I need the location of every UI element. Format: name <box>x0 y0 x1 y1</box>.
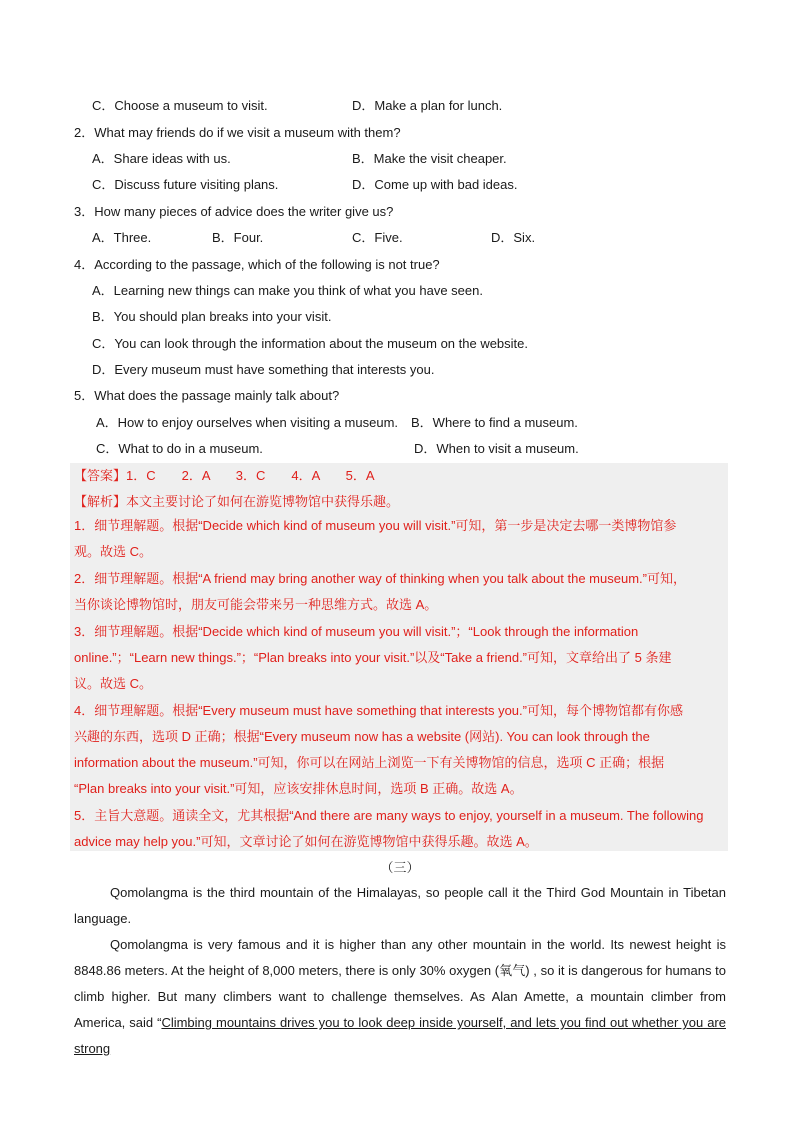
q4-option-b: B．You should plan breaks into your visit. <box>92 309 332 324</box>
explanation-3-line: 3．细节理解题。根据“Decide which kind of museum you will visit.”；“Look through the information <box>74 624 639 639</box>
q4-option-d: D．Every museum must have something that interests you. <box>92 362 435 377</box>
explanation-4-line: “Plan breaks into your visit.”可知，应该安排休息时间，选项 B 正确。故选 A。 <box>74 781 523 796</box>
explanation-3-line: 议。故选 C。 <box>74 676 153 691</box>
underlined-quote: Climbing mountains drives you to look deep inside yourself, and lets you find out whether you are strong <box>74 1015 726 1056</box>
q3-option-d: D．Six. <box>491 230 536 245</box>
q3-stem: 3．How many pieces of advice does the writer give us? <box>74 204 394 219</box>
q5-option-a: A．How to enjoy ourselves when visiting a museum. <box>96 415 399 430</box>
q5-option-b: B．Where to find a museum. <box>411 415 578 430</box>
passage-paragraph-2 <box>74 932 726 1062</box>
paragraph-2-text: Qomolangma is very famous and it is higher than any other mountain in the world. Its newest height is 8848.86 meters. At the height of 8,000 meters, there is only 30% oxygen (氧气) , so it is dangerous for humans to climb higher. But many climbers want to challenge themselves. As Alan Amette, a mountain climber from America, said “ <box>74 937 726 1030</box>
explanation-3-line: online.”；“Learn new things.”；“Plan breaks into your visit.”以及“Take a friend.”可知，文章给出了 5 条建 <box>74 650 672 665</box>
explanation-4-line: 兴趣的东西，选项 D 正确；根据“Every museum now has a website (网站). You can look through the <box>74 729 650 744</box>
explanation-1-line: 观。故选 C。 <box>74 544 153 559</box>
q1-option-d: D．Make a plan for lunch. <box>352 98 503 113</box>
explanation-4-line: information about the museum.”可知，你可以在网站上浏览一下有关博物馆的信息，选项 C 正确；根据 <box>74 755 665 770</box>
q2-option-a: A．Share ideas with us. <box>92 151 231 166</box>
answer-key: 【答案】1．C 2．A 3．C 4．A 5．A <box>74 468 375 483</box>
q4-stem: 4．According to the passage, which of the following is not true? <box>74 257 440 272</box>
explanation-4-line: 4．细节理解题。根据“Every museum must have something that interests you.”可知，每个博物馆都有你感 <box>74 703 683 718</box>
q2-option-c: C．Discuss future visiting plans. <box>92 177 279 192</box>
q2-option-b: B．Make the visit cheaper. <box>352 151 507 166</box>
analysis-summary: 【解析】本文主要讨论了如何在游览博物馆中获得乐趣。 <box>74 494 400 509</box>
q2-option-d: D．Come up with bad ideas. <box>352 177 518 192</box>
q4-option-a: A．Learning new things can make you think of what you have seen. <box>92 283 483 298</box>
section-heading: （三） <box>380 861 420 876</box>
explanation-1-line: 1．细节理解题。根据“Decide which kind of museum you will visit.”可知，第一步是决定去哪一类博物馆参 <box>74 518 677 533</box>
q1-option-c: C．Choose a museum to visit. <box>92 98 268 113</box>
explanation-2-line: 当你谈论博物馆时，朋友可能会带来另一种思维方式。故选 A。 <box>74 597 438 612</box>
q3-option-a: A．Three. <box>92 230 152 245</box>
q2-stem: 2．What may friends do if we visit a museum with them? <box>74 125 401 140</box>
explanation-5-line: 5．主旨大意题。通读全文，尤其根据“And there are many ways to enjoy, yourself in a museum. The following <box>74 808 704 823</box>
q4-option-c: C．You can look through the information about the museum on the website. <box>92 336 529 351</box>
q3-option-b: B．Four. <box>212 230 264 245</box>
q3-option-c: C．Five. <box>352 230 403 245</box>
passage-paragraph-1: Qomolangma is the third mountain of the Himalayas, so people call it the Third God Mountain in Tibetan language. <box>74 885 726 926</box>
q5-option-d: D．When to visit a museum. <box>414 441 579 456</box>
q5-option-c: C．What to do in a museum. <box>96 441 263 456</box>
q5-stem: 5．What does the passage mainly talk about? <box>74 388 340 403</box>
explanation-5-line: advice may help you.”可知，文章讨论了如何在游览博物馆中获得乐趣。故选 A。 <box>74 834 538 849</box>
explanation-2-line: 2．细节理解题。根据“A friend may bring another way of thinking when you talk about the museum.”可知， <box>74 571 686 586</box>
